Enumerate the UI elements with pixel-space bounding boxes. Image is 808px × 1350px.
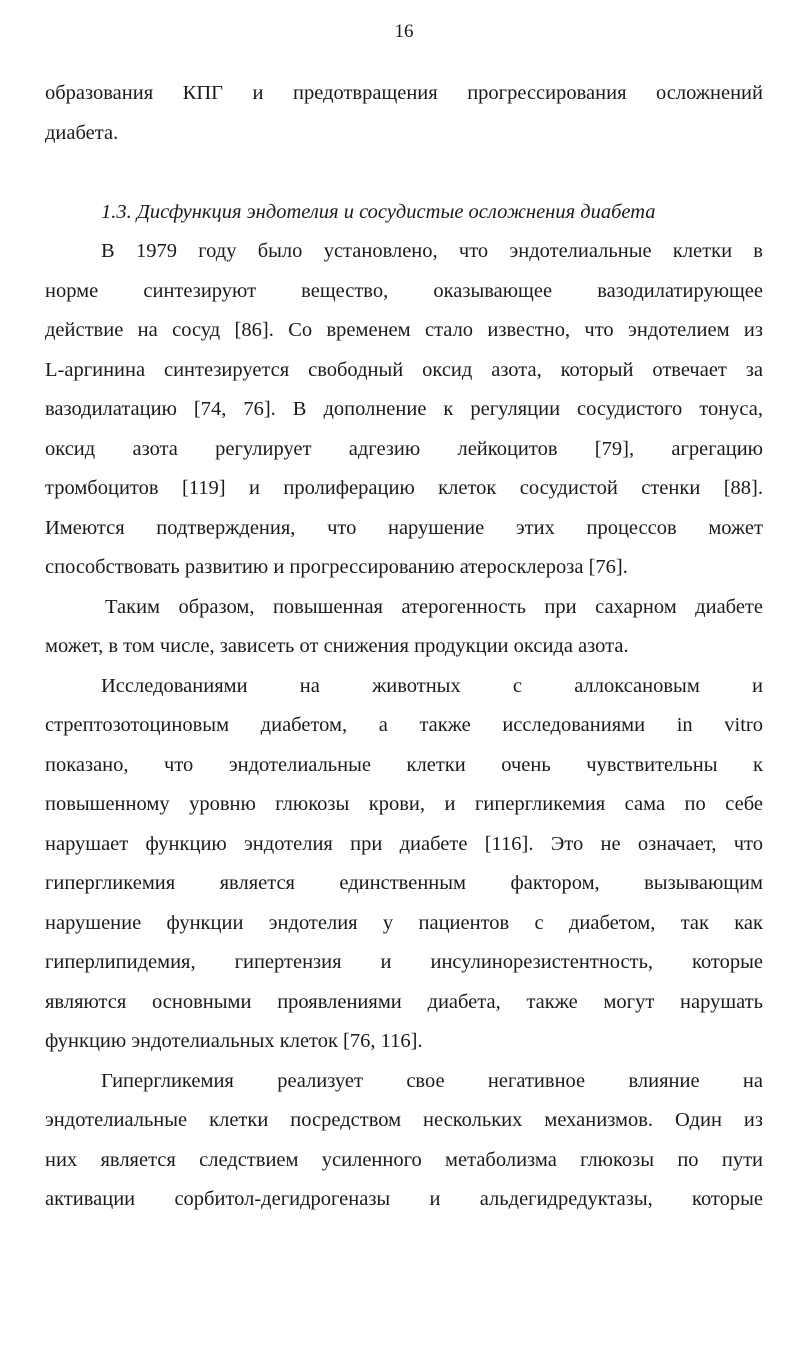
paragraph-line: В 1979 году было установлено, что эндотелиальные клетки в (101, 240, 763, 262)
paragraph-line: норме синтезируют вещество, оказывающее вазодилатирующее (45, 279, 763, 302)
paragraph-line: показано, что эндотелиальные клетки очень чувствительны к (45, 753, 763, 776)
paragraph-line: нарушает функцию эндотелия при диабете [116]. Это не означает, что (45, 832, 763, 855)
paragraph-line: образования КПГ и предотвращения прогрессирования осложнений (45, 82, 763, 104)
paragraph-line: функцию эндотелиальных клеток [76, 116]. (45, 1030, 423, 1052)
paragraph-line: действие на сосуд [86]. Со временем стало известно, что эндотелием из (45, 319, 763, 341)
paragraph-line: Гипергликемия реализует свое негативное влияние на (101, 1069, 763, 1092)
paragraph-line: нарушение функции эндотелия у пациентов с диабетом, так как (45, 911, 763, 934)
paragraph-line: способствовать развитию и прогрессированию атеросклероза [76]. (45, 556, 628, 578)
paragraph-line: тромбоцитов [119] и пролиферацию клеток сосудистой стенки [88]. (45, 477, 763, 499)
paragraph-line: гиперлипидемия, гипертензия и инсулинорезистентность, которые (45, 951, 763, 973)
paragraph-line: может, в том числе, зависеть от снижения продукции оксида азота. (45, 635, 629, 657)
document-body (45, 74, 763, 1220)
paragraph-line: эндотелиальные клетки посредством нескольких механизмов. Один из (45, 1109, 763, 1131)
paragraph-line: Таким образом, повышенная атерогенность при сахарном диабете (105, 595, 763, 618)
paragraph-line: них является следствием усиленного метаболизма глюкозы по пути (45, 1148, 763, 1171)
paragraph-line: являются основными проявлениями диабета, также могут нарушать (45, 990, 763, 1013)
paragraph-line: оксид азота регулирует адгезию лейкоцитов [79], агрегацию (45, 437, 763, 460)
paragraph-line: стрептозотоциновым диабетом, а также исследованиями in vitro (45, 714, 763, 736)
paragraph-line: диабета. (45, 121, 119, 144)
section-heading: 1.3. Дисфункция эндотелия и сосудистые осложнения диабета (101, 200, 656, 223)
paragraph-line: Имеются подтверждения, что нарушение этих процессов может (45, 516, 763, 539)
page-number: 16 (394, 21, 414, 42)
paragraph-line: Исследованиями на животных с аллоксановым и (101, 674, 763, 697)
paragraph-line: повышенному уровню глюкозы крови, и гипергликемия сама по себе (45, 793, 763, 815)
paragraph-line: активации сорбитол-дегидрогеназы и альдегидредуктазы, которые (45, 1188, 763, 1210)
paragraph-line: вазодилатацию [74, 76]. В дополнение к регуляции сосудистого тонуса, (45, 398, 763, 420)
paragraph-line: гипергликемия является единственным фактором, вызывающим (45, 872, 763, 894)
blank-line (45, 153, 763, 193)
paragraph-line: L-аргинина синтезируется свободный оксид азота, который отвечает за (45, 358, 763, 381)
